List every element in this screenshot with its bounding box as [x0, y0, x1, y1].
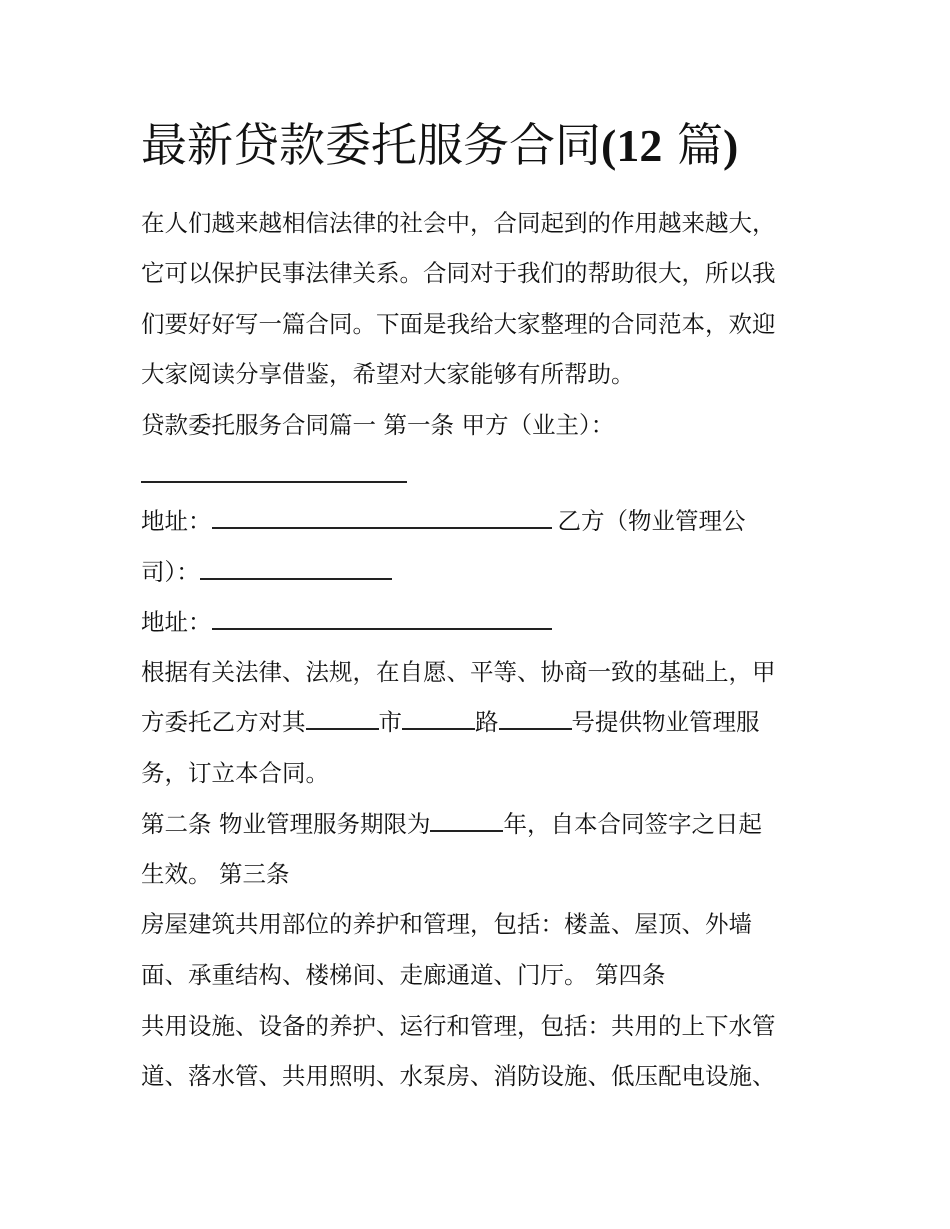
- road-blank[interactable]: [402, 708, 475, 730]
- intro-line-4: 大家阅读分享借鉴，希望对大家能够有所帮助。: [141, 360, 635, 388]
- article-2-text-a: 第二条 物业管理服务期限为: [141, 810, 431, 838]
- party-b-address-label: 地址：: [141, 608, 212, 636]
- article-4-line-1: 共用设施、设备的养护、运行和管理，包括：共用的上下水管: [141, 1012, 776, 1040]
- title-main: 最新贷款委托服务合同: [141, 118, 601, 172]
- city-label: 市: [378, 708, 402, 736]
- intro-line-2: 它可以保护民事法律关系。合同对于我们的帮助很大，所以我: [141, 259, 776, 287]
- party-b-address-line: [141, 606, 552, 638]
- title-paren-open: (: [601, 120, 617, 171]
- title-count: 12: [616, 120, 663, 171]
- city-blank[interactable]: [306, 708, 379, 730]
- article-2-text-b: 年，自本合同签字之日起: [503, 810, 762, 838]
- intro-line-3: 们要好好写一篇合同。下面是我给大家整理的合同范本，欢迎: [141, 310, 776, 338]
- party-b-label-cont: 司）：: [141, 558, 200, 586]
- term-years-blank[interactable]: [430, 810, 503, 832]
- road-label: 路: [475, 708, 499, 736]
- party-a-address-label: 地址：: [141, 507, 212, 535]
- title-unit: 篇: [662, 118, 723, 172]
- number-blank[interactable]: [499, 708, 572, 730]
- article-3-line-2: 面、承重结构、楼梯间、走廊通道、门厅。 第四条: [141, 961, 666, 989]
- party-b-name-line: [141, 556, 392, 588]
- basis-line-1: 根据有关法律、法规，在自愿、平等、协商一致的基础上，甲: [141, 658, 776, 686]
- basis-text-b: 号提供物业管理服: [571, 708, 760, 736]
- article-3-line-1: 房屋建筑共用部位的养护和管理，包括：楼盖、屋顶、外墙: [141, 910, 752, 938]
- party-a-address-blank[interactable]: [212, 507, 552, 529]
- document-title: [141, 112, 738, 179]
- party-b-name-blank[interactable]: [200, 558, 392, 580]
- article-1-heading: 贷款委托服务合同篇一 第一条 甲方（业主）：: [141, 411, 615, 439]
- article-2-line-2: 生效。 第三条: [141, 860, 290, 888]
- party-b-address-blank[interactable]: [212, 608, 552, 630]
- intro-line-1: 在人们越来越相信法律的社会中，合同起到的作用越来越大，: [141, 209, 776, 237]
- party-a-blank-line: [141, 459, 407, 491]
- party-a-name-blank[interactable]: [141, 461, 407, 483]
- title-paren-close: ): [722, 120, 739, 171]
- basis-line-2: [141, 706, 760, 738]
- article-4-line-2: 道、落水管、共用照明、水泵房、消防设施、低压配电设施、: [141, 1062, 776, 1090]
- party-b-label: 乙方（物业管理公: [557, 507, 746, 535]
- basis-line-3: 务，订立本合同。: [141, 759, 329, 787]
- basis-text-a: 方委托乙方对其: [141, 708, 306, 736]
- article-2-line-1: [141, 808, 762, 840]
- party-a-address-line: [141, 505, 746, 537]
